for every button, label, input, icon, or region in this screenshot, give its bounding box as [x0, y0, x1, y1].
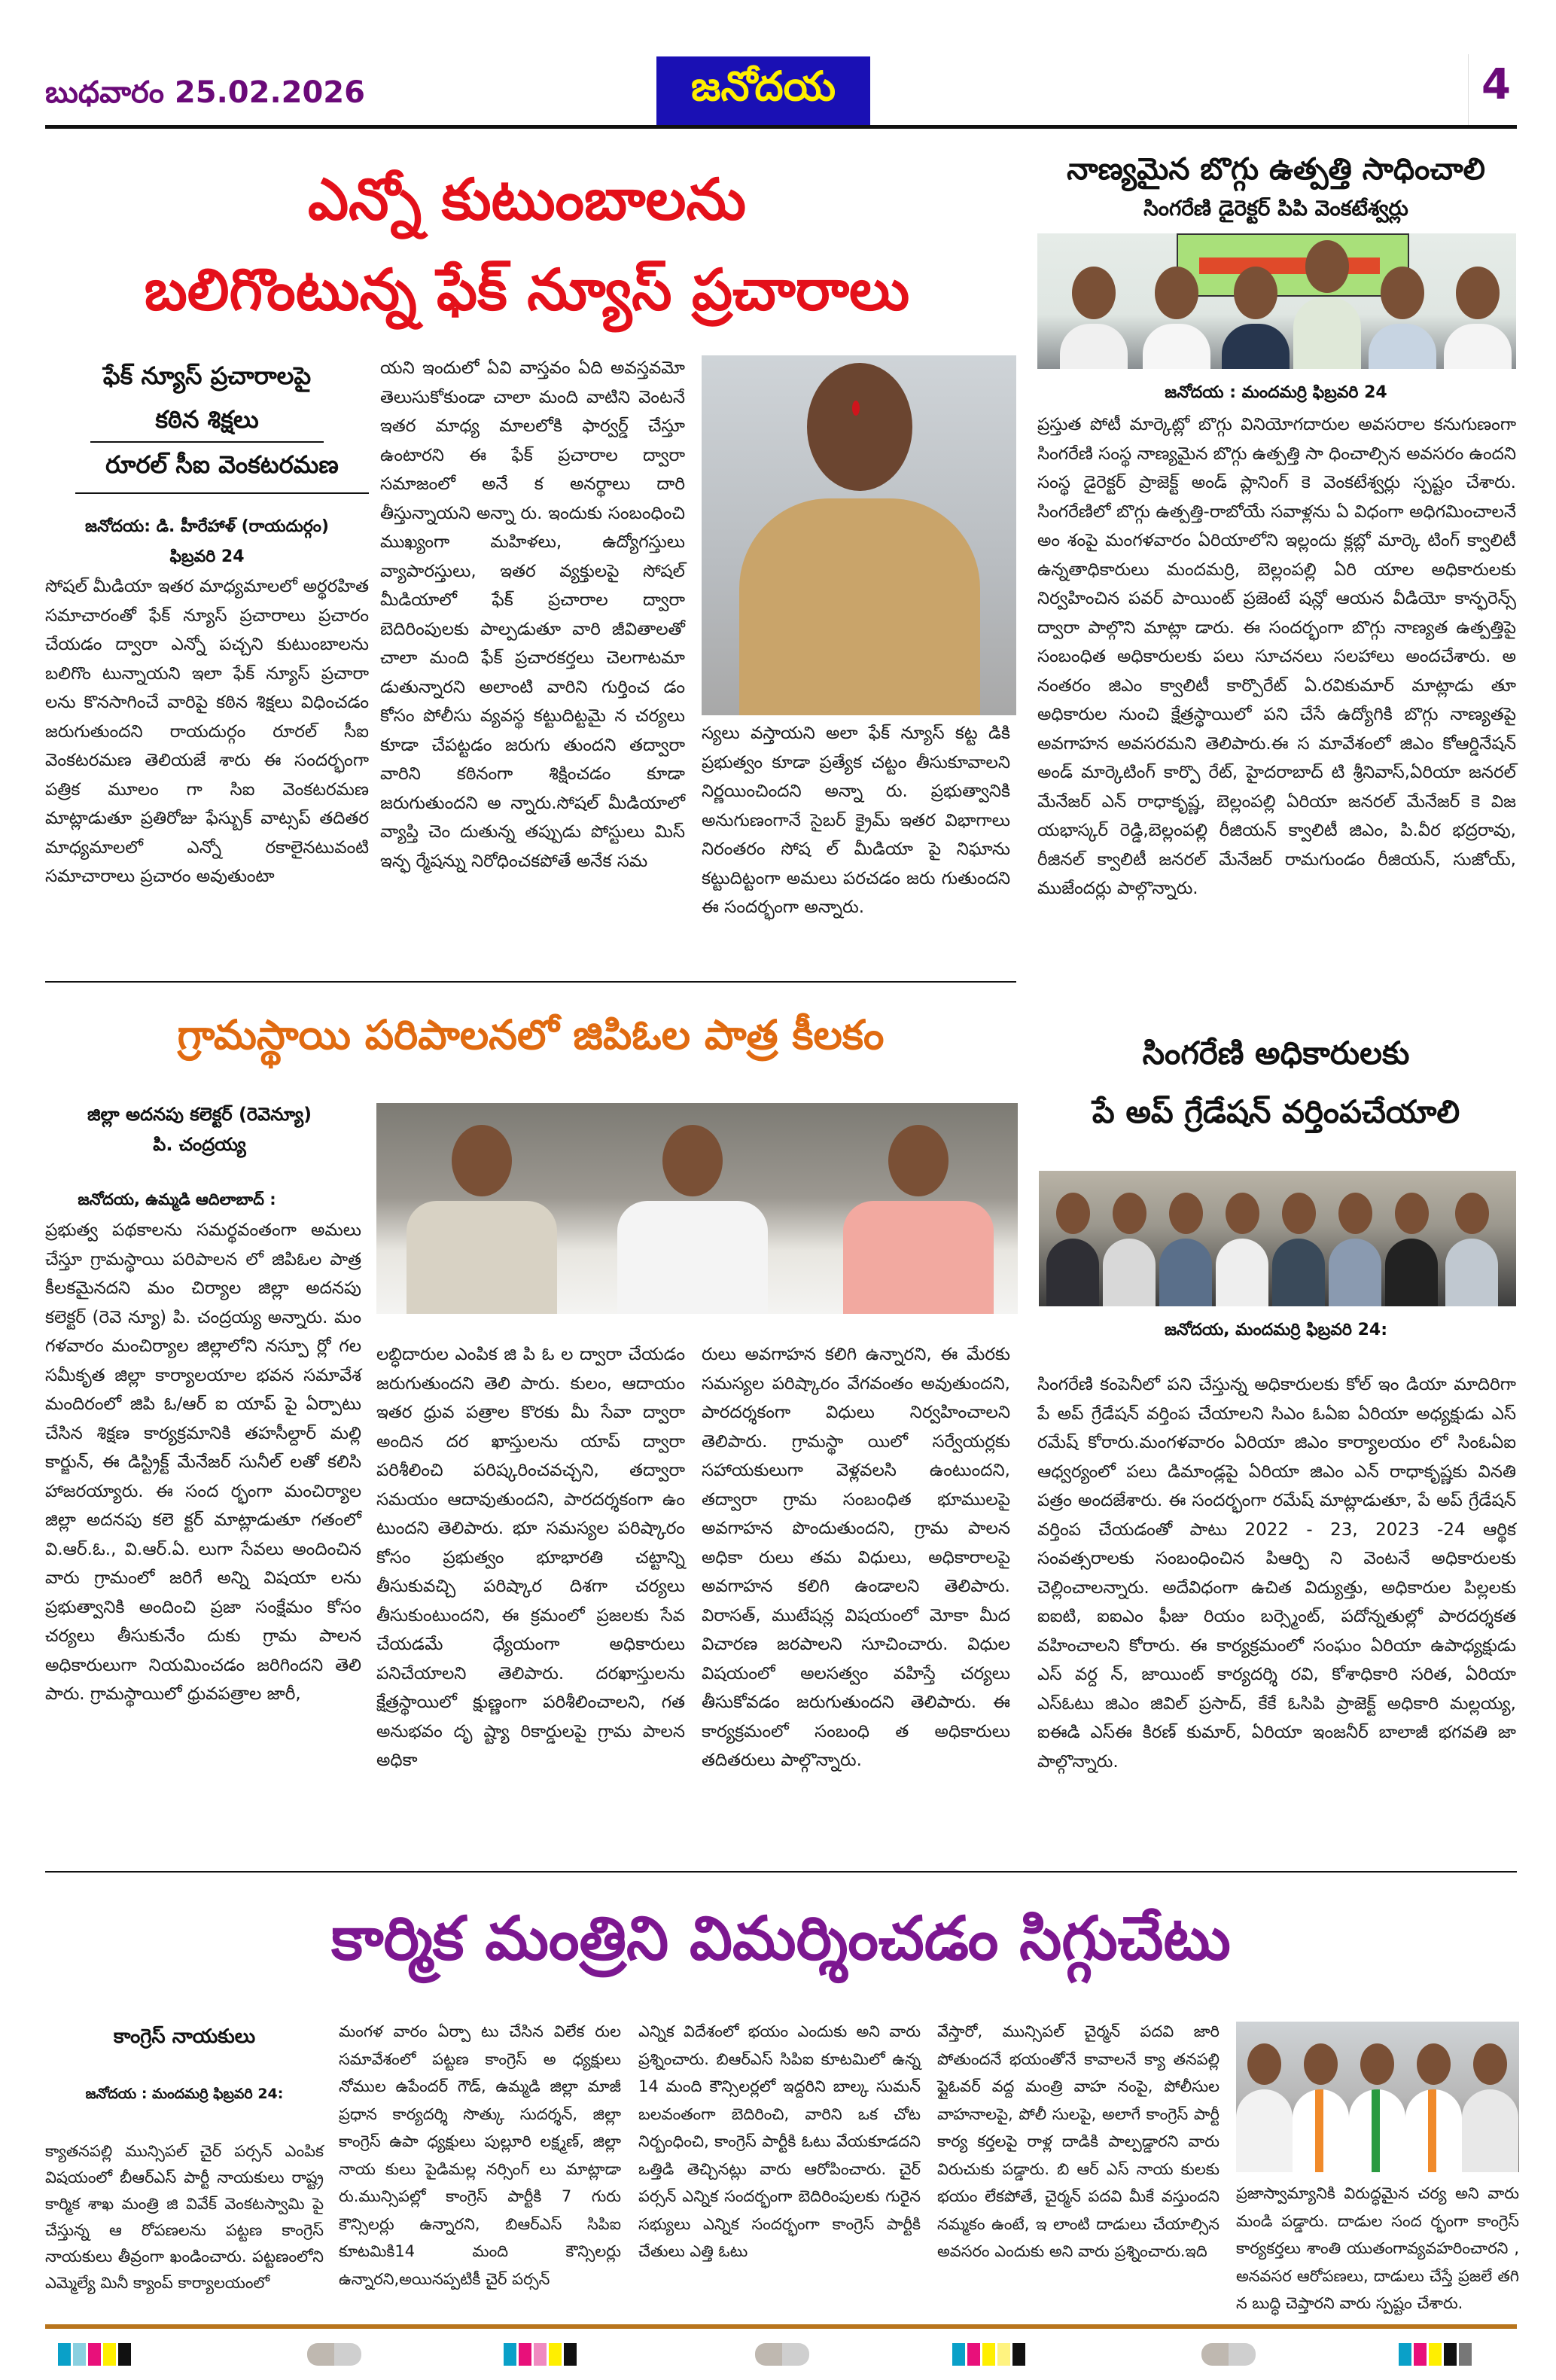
section-divider [45, 981, 1016, 983]
page-number: 4 [1481, 60, 1511, 109]
gpo-col2: లబ్ధిదారుల ఎంపిక జి పి ఓ ల ద్వారా చేయడం జరుగుతుందని తెలి పారు. కులం, ఆదాయం ఇతర ధ్రువ పత్రాల కొరకు మీ సేవా ద్వారా అందిన దర ఖాస్తులను యాప్ ద్వారా పరిశీలించి పరిష్కరించవచ్చని, తద్వారా సమయం ఆదావుతుందని, పారదర్శకంగా ఉం టుందని తెలిపారు. భూ సమస్యల పరిష్కారం కోసం ప్రభుత్వం భూభారతి చట్టాన్ని తీసుకువచ్చి పరిష్కార దిశగా చర్యలు తీసుకుంటుందని, ఈ క్రమంలో ప్రజలకు సేవ చేయడమే ధ్యేయంగా అధికారులు పనిచేయాలని తెలిపారు. దరఖాస్తులను క్షేత్రస్థాయిలో క్షుణ్ణంగా పరిశీలించాలని, గత అనుభవం దృ ష్ట్యా రికార్డులపై గ్రామ పాలన అధికా [376, 1345, 685, 1770]
pay-memorandum-photo [1039, 1171, 1516, 1306]
minister-col3: ఎన్నిక విదేశంలో భయం ఎందుకు అని వారు ప్రశ్నించారు. బిఆర్ఎస్ సిపిఐ కూటమిలో ఉన్న 14 మంది కౌన్సిలర్లలో ఇద్దరిని బాల్క సుమన్ బలవంతంగా బెదిరించి, వారిని ఒక చోట నిర్బంధించి, కాంగ్రెస్ పార్టీకి ఓటు వేయకూడదని ఒత్తిడి తెచ్చినట్లు వారు ఆరోపించారు. చైర్ పర్సన్ ఎన్నిక సందర్భంగా బెదిరింపులకు గురైన సభ్యులు ఎన్నిక సందర్భంగా కాంగ్రెస్ పార్టీకి చేతులు ఎత్తి ఓటు [638, 2022, 921, 2260]
gpo-col3: రులు అవగాహన కలిగి ఉన్నారని, ఈ మేరకు సమస్యల పరిష్కారం వేగవంతం అవుతుందని, పారదర్శకంగా విధులు నిర్వహించాలని తెలిపారు. గ్రామస్థా యిలో సర్వేయర్లకు సహాయకులుగా వెళ్లవలసి ఉంటుందని, తద్వారా గ్రామ సంబంధిత భూములపై అవగాహన పొందుతుందని, గ్రామ పాలన అధికా రులు తమ విధులు, అధికారాలపై అవగాహన కలిగి ఉండాలని తెలిపారు. విరాసత్, ముటేషన్ల విషయంలో మోకా మీద విచారణ జరపాలని సూచించారు. విధుల విషయంలో అలసత్వం వహిస్తే చర్యలు తీసుకోవడం జరుగుతుందని తెలిపారు. ఈ కార్యక్రమంలో సంబంధి త అధికారులు తదితరులు పాల్గొన్నారు. [702, 1345, 1010, 1770]
police-officer-photo [702, 355, 1016, 715]
coal-body: ప్రస్తుత పోటీ మార్కెట్లో బొగ్గు వినియోగదారుల అవసరాల కనుగుణంగా సింగరేణి సంస్థ నాణ్యమైన బొగ్గు ఉత్పత్తి సా ధించాల్సిన అవసరం ఉందని సంస్థ డైరెక్టర్ ప్రాజెక్ట్ అండ్ ప్లానింగ్ కె వెంకటేశ్వర్లు స్పష్టం చేశారు. సింగరేణిలో బొగ్గు ఉత్పత్తి-రాబోయే సవాళ్లను ఏ విధంగా అధిగమించాలనే అం శంపై మంగళవారం ఏరియాలోని ఇల్లందు క్లబ్లో మార్కె టింగ్ క్వాలిటీ ఉన్నతాధికారులు మందమర్రి, బెల్లంపల్లి ఏరి యాల అధికారులకు నిర్వహించిన పవర్ పాయింట్ ప్రజెంటే షన్లో ఆయన వీడియో కాన్ఫరెన్స్ ద్వారా పాల్గొని మాట్లా డారు. ఈ సందర్భంగా బొగ్గు నాణ్యత ఉత్పత్తిపై సంబంధిత అధికారులకు పలు సూచనలు సలహాలు అందచేశారు. అ నంతరం జిఎం క్వాలిటీ కార్పొరేట్ ఏ.రవికుమార్ మాట్లాడు తూ అధికారుల నుంచి క్షేత్రస్థాయిలో పని చేసే ఉద్యోగికి బొగ్గు నాణ్యతపై అవగాహన అవసరమని తెలిపారు.ఈ స మావేశంలో జిఎం కోఆర్డినేషన్ అండ్ మార్కెటింగ్ కార్పొ రేట్, హైదరాబాద్ టి శ్రీనివాస్,ఏరియా జనరల్ మేనేజర్ ఎన్ రాధాకృష్ణ, బెల్లంపల్లి ఏరియా జనరల్ మేనేజర్ కె విజ యభాస్కర్ రెడ్డి,బెల్లంపల్లి రీజియన్ క్వాలిటీ జిఎం, పి.వీర భద్రరావు, రీజినల్ క్వాలిటీ జనరల్ మేనేజర్ రామగుండం రీజియన్, సుజోయ్, ముజేందర్లు పాల్గొన్నారు. [1037, 415, 1516, 898]
subheadline-line: కఠిన శిక్షలు [90, 398, 324, 443]
section-divider [45, 1871, 1517, 1873]
headline-line: సింగరేణి అధికారులకు [1142, 1035, 1410, 1071]
fake-news-headline [45, 154, 1009, 335]
coal-meeting-photo [1037, 233, 1516, 369]
dateline-line: ఫిబ్రవరి 24 [169, 547, 245, 566]
headline-line: పే అప్ గ్రేడేషన్ వర్తింపచేయాలి [1092, 1093, 1460, 1130]
coal-subheadline: సింగరేణి డైరెక్టర్ పిపి వెంకటేశ్వర్లు [1143, 196, 1408, 221]
dateline-line: జనోదయ: డి. హీరేహాళ్ (రాయదుర్గం) [85, 517, 329, 536]
coal-dateline: జనోదయ : మందమర్రి ఫిబ్రవరి 24 [1165, 383, 1387, 402]
minister-col1: క్యాతనపల్లి మున్సిపల్ చైర్ పర్సన్ ఎంపిక విషయంలో బీఆర్ఎస్ పార్టీ నాయకులు రాష్ట్ర కార్మిక శాఖ మంత్రి జి వివేక్ వెంకటస్వామి పై చేస్తున్న ఆ రోపణలను పట్టణ కాంగ్రెస్ నాయకులు తీవ్రంగా ఖండించారు. పట్టణంలోని ఎమ్మెల్యే మినీ క్యాంప్ కార్యాలయంలో [45, 2142, 324, 2292]
pay-headline [1035, 1024, 1517, 1141]
minister-col5: ప్రజాస్వామ్యానికి విరుద్ధమైన చర్య అని వారు మండి పడ్డారు. దాడుల సంద ర్భంగా కాంగ్రెస్ కార్యకర్తలు శాంతి యుతంగావ్యవహరించారని , అనవసర ఆరోపణలు, దాడులు చేస్తే ప్రజలే తగి న బుద్ధి చెప్తారని వారు స్పష్టం చేశారు. [1236, 2184, 1519, 2312]
gpo-meeting-photo [376, 1103, 1018, 1314]
headline-line: ఎన్నో కుటుంబాలను [307, 166, 747, 233]
subheadline-line: ఫేక్ న్యూస్ ప్రచారాలపై [102, 361, 312, 390]
gpo-headline: గ్రామస్థాయి పరిపాలనలో జిపిఓల పాత్ర కీలకం [177, 1011, 885, 1059]
congress-leaders-photo [1236, 2022, 1519, 2172]
minister-headline: కార్మిక మంత్రిని విమర్శించడం సిగ్గుచేటు [331, 1903, 1231, 1973]
pay-body: సింగరేణి కంపెనీలో పని చేస్తున్న అధికారులకు కోల్ ఇం డియా మాదిరిగా పే అప్ గ్రేడేషన్ వర్తింప చేయాలని సిఎం ఓఏఐ ఏరియా అధ్యక్షుడు ఎస్ రమేష్ కోరారు.మంగళవారం ఏరియా జిఎం కార్యాలయం లో సింఓఏఐ ఆధ్వర్యంలో పలు డిమాండ్లపై ఏరియా జిఎం ఎన్ రాధాకృష్ణకు వినతి పత్రం అందజేశారు. ఈ సందర్భంగా రమేష్ మాట్లాడుతూ, పే అప్ గ్రేడేషన్ వర్తింప చేయడంతో పాటు 2022 - 23, 2023 -24 ఆర్థిక సంవత్సరాలకు సంబంధించిన పిఆర్పి ని వెంటనే అధికారులకు చెల్లించాలన్నారు. అదేవిధంగా ఉచిత విద్యుత్తు, అధికారుల పిల్లలకు ఐఐటి, ఐఐఎం ఫీజు రియం బర్స్మెంట్, పదోన్నతుల్లో పారదర్శకత వహించాలని కోరారు. ఈ కార్యక్రమంలో సంఘం ఏరియా ఉపాధ్యక్షుడు ఎస్ వర్ద న్, జాయింట్ కార్యదర్శి రవి, కోశాధికారి సరిత, ఏరియా ఎస్ఓటు జిఎం జివిల్ ప్రసాద్, కేకే ఓసిపి ప్రాజెక్ట్ అధికారి మల్లయ్య, ఐఈడి ఎస్ఈ కిరణ్ కుమార్, ఏరియా ఇంజనీర్ బాలాజీ భగవతి జా పాల్గొన్నారు. [1037, 1375, 1516, 1772]
minister-subheadline: కాంగ్రెస్ నాయకులు [113, 2025, 256, 2048]
masthead-divider [1468, 54, 1469, 126]
subheadline-line: జిల్లా అదనపు కలెక్టర్ (రెవెన్యూ) [87, 1104, 312, 1125]
gpo-col1: ప్రభుత్వ పథకాలను సమర్థవంతంగా అమలు చేస్తూ గ్రామస్థాయి పరిపాలన లో జిపిఓల పాత్ర కీలకమైనదని మం చిర్యాల జిల్లా అదనపు కలెక్టర్ (రెవె న్యూ) పి. చంద్రయ్య అన్నారు. మం గళవారం మంచిర్యాల జిల్లాలోని నస్పూ ర్లో గల సమీకృత జిల్లా కార్యాలయాల భవన సమావేశ మందిరంలో జిపి ఓ/ఆర్ ఐ యాప్ పై ఏర్పాటు చేసిన శిక్షణ కార్యక్రమానికి తహసీల్దార్ మల్లి కార్జున్, ఈ డిస్ట్రిక్ట్ మేనేజర్ సునీల్ లతో కలిసి హాజరయ్యారు. ఈ సంద ర్భంగా మంచిర్యాల జిల్లా అదనపు కలె క్టర్ మాట్లాడుతూ గతంలో వి.ఆర్.ఓ., వి.ఆర్.ఏ. లుగా సేవలు అందించిన వారు గ్రామంలో జరిగే అన్ని విషయా లను ప్రభుత్వానికి అందించి ప్రజా సంక్షేమం కోసం చర్యలు తీసుకునేం దుకు గ్రామ పాలన అధికారులుగా నియమించడం జరిగిందని తెలి పారు. గ్రామస్థాయిలో ధ్రువపత్రాల జారీ, [45, 1220, 361, 1704]
minister-dateline: జనోదయ : మందమర్రి ఫిబ్రవరి 24: [85, 2086, 284, 2102]
masthead-rule [45, 125, 1517, 129]
fake-news-dateline [45, 512, 369, 572]
newspaper-logo [656, 56, 870, 126]
fake-news-col1: సోషల్ మీడియా ఇతర మాధ్యమాలలో అర్థరహిత సమాచారంతో ఫేక్ న్యూస్ ప్రచారాలు ప్రచారం చేయడం ద్వారా ఎన్నో పచ్చని కుటుంబాలను బలిగొం టున్నాయని ఇలా ఫేక్ న్యూస్ ప్రచారా లను కొనసాగించే వారిపై కఠిన శిక్షలు విధించడం జరుగుతుందని రాయదుర్గం రూరల్ సీఐ వెంకటరమణ తెలియజే శారు ఈ సందర్భంగా పత్రిక మూలం గా సిఐ వెంకటరమణ మాట్లాడుతూ ప్రతిరోజు ఫేస్బుక్ వాట్సప్ తదితర మాధ్యమాలలో ఎన్నో రకాలైనటువంటి సమాచారాలు ప్రచారం అవుతుంటా [45, 577, 369, 886]
minister-col4: వేస్తారో, మున్సిపల్ చైర్మన్ పదవి జారి పోతుందనే భయంతోనే కావాలనే క్యా తనపల్లి ఫ్లైఓవర్ వద్ద మంత్రి వాహ నంపై, పోలీసుల వాహనాలపై, పోలీ సులపై, అలాగే కాంగ్రెస్ పార్టీ కార్య కర్తలపై రాళ్ల దాడికి పాల్పడ్డారని వారు విరుచుకు పడ్డారు. బి ఆర్ ఎస్ నాయ కులకు భయం లేకపోతే, చైర్మన్ పదవి మీకే వస్తుందని నమ్మకం ఉంటే, ఇ లాంటి దాడులు చేయాల్సిన అవసరం ఎందుకు అని వారు ప్రశ్నించారు.ఇది [937, 2022, 1220, 2260]
fake-news-col3: స్యలు వస్తాయని అలా ఫేక్ న్యూస్ కట్ట డికి ప్రభుత్వం కూడా ప్రత్యేక చట్టం తీసుకూవాలని నిర్ణయించిందని అన్నా రు. ప్రభుత్వానికి అనుగుణంగానే సైబర్ క్రైమ్ ఇతర విభాగాలు నిరంతరం సోష ల్ మీడియా పై నిఘాను కట్టుదిట్టంగా అమలు పరచడం జరు గుతుందని ఈ సందర్భంగా అన్నారు. [702, 724, 1010, 917]
minister-col2: మంగళ వారం ఏర్పా టు చేసిన విలేక రుల సమావేశంలో పట్టణ కాంగ్రెస్ అ ధ్యక్షులు నోముల ఉపేందర్ గౌడ్, ఉమ్మడి జిల్లా మాజీ ప్రధాన కార్యదర్శి సొత్కు సుదర్శన్, జిల్లా కాంగ్రెస్ ఉపా ధ్యక్షులు పుల్లూరి లక్ష్మణ్, జిల్లా నాయ కులు పైడిమల్ల నర్సింగ్ లు మాట్లాడా రు.మున్సిపల్లో కాంగ్రెస్ పార్టీకి 7 గురు కౌన్సిలర్లు ఉన్నారని, బిఆర్ఎస్ సిపిఐ కూటమికి14 మంది కౌన్సిలర్లు ఉన్నారని,అయినప్పటికీ చైర్ పర్సన్ [339, 2022, 621, 2288]
gpo-subheadline [45, 1099, 354, 1160]
issue-date: బుధవారం 25.02.2026 [45, 75, 365, 110]
pay-dateline: జనోదయ, మందమర్రి ఫిబ్రవరి 24: [1164, 1321, 1388, 1339]
subheadline-line: పి. చంద్రయ్య [153, 1134, 246, 1155]
headline-line: బలిగొంటున్న ఫేక్ న్యూస్ ప్రచారాలు [144, 256, 910, 323]
footer-rule [45, 2324, 1517, 2329]
coal-headline: నాణ్యమైన బొగ్గు ఉత్పత్తి సాధించాలి [1067, 152, 1485, 187]
logo-text: జనోదయ [690, 62, 836, 110]
gpo-dateline: జనోదయ, ఉమ్మడి ఆదిలాబాద్ : [78, 1190, 276, 1208]
fake-news-subheadline [45, 354, 369, 494]
subheadline-line: రూరల్ సీఐ వెంకటరమణ [75, 443, 369, 494]
fake-news-col2: యని ఇందులో ఏవి వాస్తవం ఏది అవస్తవమో తెలుసుకోకుండా చాలా మంది వాటిని వెంటనే ఇతర మాధ్య మాలలోకి ఫార్వర్డ్ చేస్తూ ఉంటారని ఈ ఫేక్ ప్రచారాల ద్వారా సమాజంలో అనే క అనర్థాలు దారి తీస్తున్నాయని అన్నా రు. ఇందుకు సంబంధించి ముఖ్యంగా మహిళలు, ఉద్యోగస్తులు వ్యాపారస్తులు, ఇతర వ్యక్తులపై సోషల్ మీడియాలో ఫేక్ ప్రచారాల ద్వారా బెదిరింపులకు పాల్పడుతూ వారి జీవితాలతో చాలా మంది ఫేక్ ప్రచారకర్తలు చెలగాటమా డుతున్నారని అలాంటి వారిని గుర్తించ డం కోసం పోలీసు వ్యవస్థ కట్టుదిట్టమై న చర్యలు కూడా చేపట్టడం జరుగు తుందని తద్వారా వారిని కఠినంగా శిక్షించడం కూడా జరుగుతుందని అ న్నారు.సోషల్ మీడియాలో వ్యాప్తి చెం దుతున్న తప్పుడు పోస్టులు మిస్ ఇన్ఫ ర్మేషన్ను నిరోధించకపోతే అనేక సమ [380, 358, 685, 871]
